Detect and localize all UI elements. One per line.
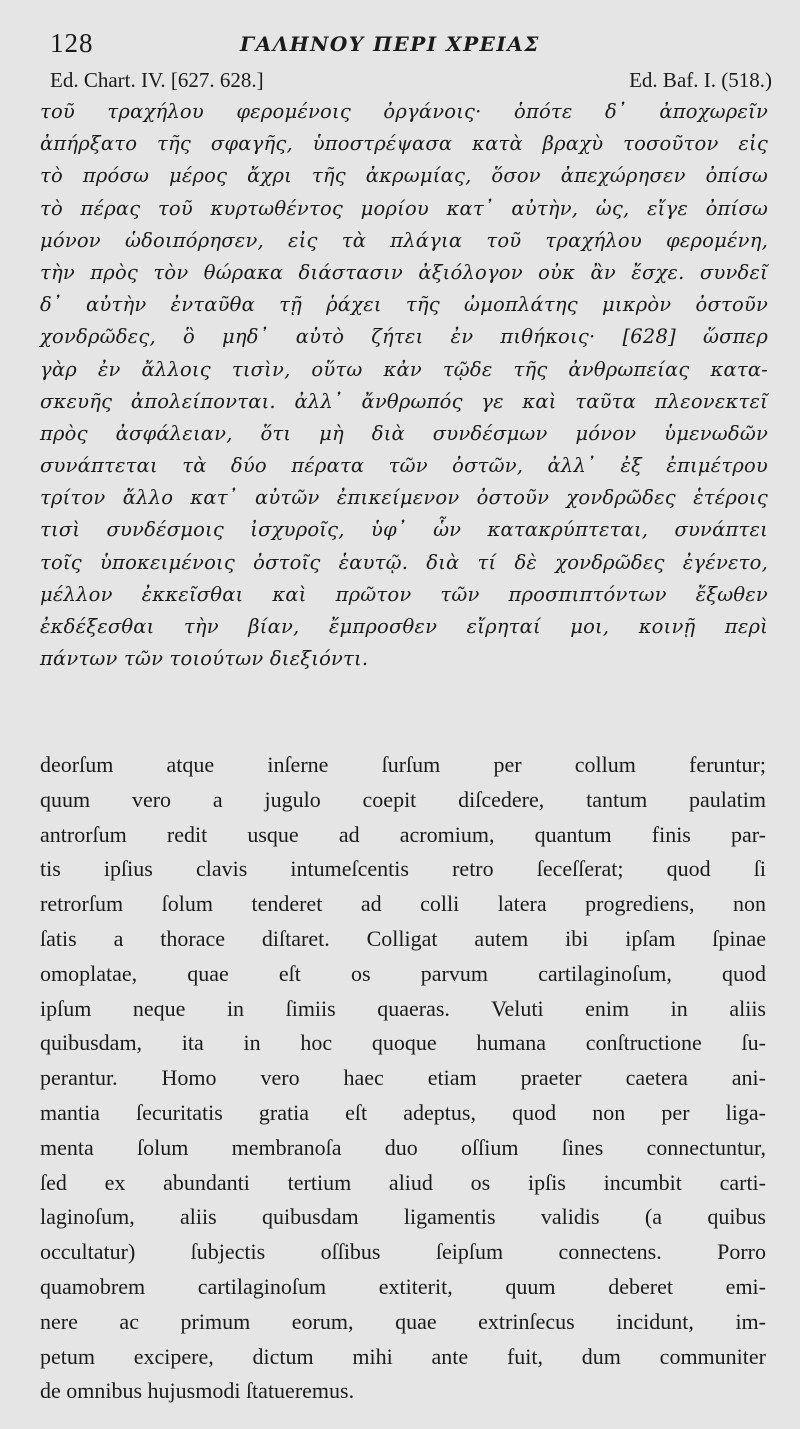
greek-line: δ᾿ αὐτὴν ἐνταῦθα τῇ ῥάχει τῆς ὠμοπλάτης μικρὸν ὀστοῦν <box>40 293 768 317</box>
latin-line: tis ipſius clavis intumeſcentis retro ſeceſſerat; quod ſi <box>40 856 766 882</box>
greek-line: τὸ πρόσω μέρος ἄχρι τῆς ἀκρωμίας, ὅσον ἀπεχώρησεν ὀπίσω <box>40 164 768 188</box>
greek-line: τὸ πέρας τοῦ κυρτωθέντος μορίου κατ᾿ αὐτὴν, ὡς, εἴγε ὀπίσω <box>40 196 768 220</box>
greek-line: τοῖς ὑποκειμένοις ὀστοῖς ἑαυτῷ. διὰ τί δὲ χονδρῶδες ἐγένετο, <box>40 550 768 574</box>
latin-line: quum vero a jugulo coepit diſcedere, tantum paulatim <box>40 786 766 812</box>
greek-line: τρίτον ἄλλο κατ᾿ αὐτῶν ἐπικείμενον ὀστοῦν χονδρῶδες ἑτέροις <box>40 486 768 510</box>
latin-line: quamobrem cartilaginoſum extiterit, quum deberet emi- <box>40 1273 766 1299</box>
latin-line: ipſum neque in ſimiis quaeras. Veluti enim in aliis <box>40 995 766 1021</box>
latin-line: ſatis a thorace diſtaret. Colligat autem ibi ipſam ſpinae <box>40 925 766 951</box>
latin-line: petum excipere, dictum mihi ante fuit, dum communiter <box>40 1343 766 1369</box>
greek-line: συνάπτεται τὰ δύο πέρατα τῶν ὀστῶν, ἀλλ᾿ ἐξ ἐπιμέτρου <box>40 454 768 478</box>
greek-line: γὰρ ἐν ἄλλοις τισὶν, οὕτω κἀν τῷδε τῆς ἀνθρωπείας κατα- <box>40 357 768 381</box>
latin-line: occultatur) ſubjectis oſſibus ſeipſum connectens. Porro <box>40 1239 766 1265</box>
latin-line: quibusdam, ita in hoc quoque humana conſtructione ſu- <box>40 1030 766 1056</box>
greek-line: πάντων τῶν τοιούτων διεξιόντι. <box>40 647 369 671</box>
latin-line: deorſum atque inſerne ſurſum per collum feruntur; <box>40 752 766 777</box>
page-number: 128 <box>50 28 94 58</box>
greek-line: μέλλον ἐκκεῖσθαι καὶ πρῶτον τῶν προσπιπτόντων ἔξωθεν <box>40 582 768 606</box>
latin-line: laginoſum, aliis quibusdam ligamentis validis (a quibus <box>40 1204 766 1230</box>
latin-line: perantur. Homo vero haec etiam praeter caetera ani- <box>40 1065 766 1091</box>
edition-reference-chartier: Ed. Chart. IV. [627. 628.] <box>50 68 264 92</box>
running-title: ΓΑΛΗΝΟΥ ΠΕΡΙ ΧΡΕΙΑΣ <box>240 32 540 56</box>
greek-line: πρὸς ἀσφάλειαν, ὅτι μὴ διὰ συνδέσμων μόνον ὑμενωδῶν <box>40 421 768 445</box>
latin-line: menta ſolum membranoſa duo oſſium ſines connectuntur, <box>40 1134 766 1160</box>
latin-translation <box>40 748 766 1409</box>
latin-line: antrorſum redit usque ad acromium, quantum finis par- <box>40 821 766 847</box>
greek-line: ἐκδέξεσθαι τὴν βίαν, ἔμπροσθεν εἴρηταί μοι, κοινῇ περὶ <box>40 615 768 638</box>
latin-line: omoplatae, quae eſt os parvum cartilaginoſum, quod <box>40 960 766 986</box>
latin-line: de omnibus hujusmodi ſtatueremus. <box>40 1378 355 1404</box>
edition-reference-basel: Ed. Baf. I. (518.) <box>629 68 772 92</box>
running-head <box>40 24 780 60</box>
greek-line: τοῦ τραχήλου φερομένοις ὀργάνοις· ὁπότε δ᾿ ἀποχωρεῖν <box>40 100 768 123</box>
edition-references <box>50 68 772 96</box>
latin-line: mantia ſecuritatis gratia eſt adeptus, quod non per liga- <box>40 1099 766 1125</box>
greek-text <box>40 96 768 675</box>
latin-line: ſed ex abundanti tertium aliud os ipſis incumbit carti- <box>40 1169 766 1195</box>
greek-line: τισὶ συνδέσμοις ἰσχυροῖς, ὑφ᾿ ὧν κατακρύπτεται, συνάπτει <box>40 518 768 542</box>
greek-line: ἀπήρξατο τῆς σφαγῆς, ὑποστρέψασα κατὰ βραχὺ τοσοῦτον εἰς <box>40 132 768 156</box>
greek-line: τὴν πρὸς τὸν θώρακα διάστασιν ἀξιόλογον οὐκ ἂν ἔσχε. συνδεῖ <box>40 260 768 284</box>
greek-line: χονδρῶδες, ὃ μηδ᾿ αὐτὸ ζήτει ἐν πιθήκοις· [628] ὥσπερ <box>40 325 768 349</box>
greek-line: μόνον ὡδοιπόρησεν, εἰς τὰ πλάγια τοῦ τραχήλου φερομένη, <box>40 228 768 252</box>
greek-line: σκευῆς ἀπολείπονται. ἀλλ᾿ ἄνθρωπός γε καὶ ταῦτα πλεονεκτεῖ <box>40 389 768 413</box>
latin-line: retrorſum ſolum tenderet ad colli latera progrediens, non <box>40 891 766 917</box>
latin-line: nere ac primum eorum, quae extrinſecus incidunt, im- <box>40 1308 766 1334</box>
